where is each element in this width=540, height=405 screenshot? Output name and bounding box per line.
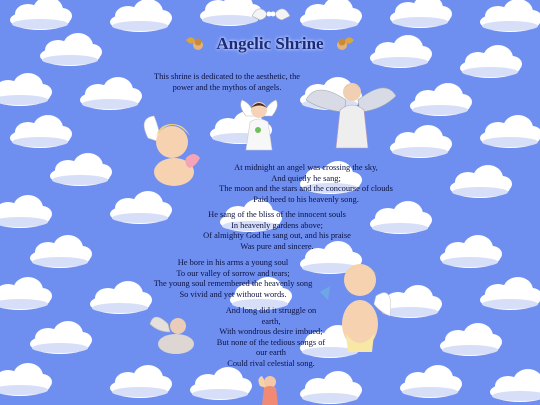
cherub-right-icon: [332, 34, 356, 54]
poem-stanza-4: [196, 306, 346, 370]
angel-bottom-image: [256, 372, 284, 405]
angel-resting-image: [148, 310, 200, 358]
poem-line: In heavenly gardens above;: [231, 220, 323, 230]
poem-line: To our valley of sorrow and tears;: [176, 268, 290, 278]
poem-line: our earth: [256, 348, 286, 358]
angel-praying-image: [306, 70, 396, 150]
intro-line: This shrine is dedicated to the aesthetic, the: [153, 72, 301, 81]
poem-line: He sang of the bliss of the innocent souls: [208, 210, 346, 219]
header: [0, 34, 540, 54]
poem-line: So vivid and yet without words.: [179, 289, 287, 299]
poem-line: With wondrous desire imbued;: [219, 327, 323, 337]
intro-line: power and the mythos of angels.: [172, 82, 282, 92]
cherub-heart-image: [138, 108, 216, 190]
poem-line: Of almighty God he sang out, and his praise: [203, 231, 351, 241]
poem-line: The moon and the stars and the concourse of clouds: [219, 184, 393, 194]
poem-line: Could rival celestial song.: [227, 358, 315, 368]
doves-icon: [248, 2, 294, 24]
poem-line: Paid heed to his heavenly song.: [253, 194, 359, 204]
poem-stanza-1: [216, 163, 396, 205]
intro-text: [148, 72, 306, 93]
poem-line: The young soul remembered the heavenly song: [153, 279, 313, 289]
cherub-left-icon: [184, 34, 208, 54]
poem-line: And quietly he sang;: [271, 173, 341, 183]
poem-line: But none of the tedious songs of: [216, 337, 326, 347]
poem-stanza-2: [192, 210, 362, 252]
page-title: Angelic Shrine: [216, 34, 324, 53]
poem-line: earth,: [261, 316, 281, 326]
poem-line: And long did it struggle on: [225, 306, 317, 315]
poem-stanza-3: [148, 258, 318, 300]
angel-child-image: [238, 96, 280, 152]
poem-line: He bore in his arms a young soul: [177, 258, 289, 267]
poem-line: At midnight an angel was crossing the sky,: [234, 163, 378, 172]
poem-line: Was pure and sincere.: [240, 241, 314, 251]
